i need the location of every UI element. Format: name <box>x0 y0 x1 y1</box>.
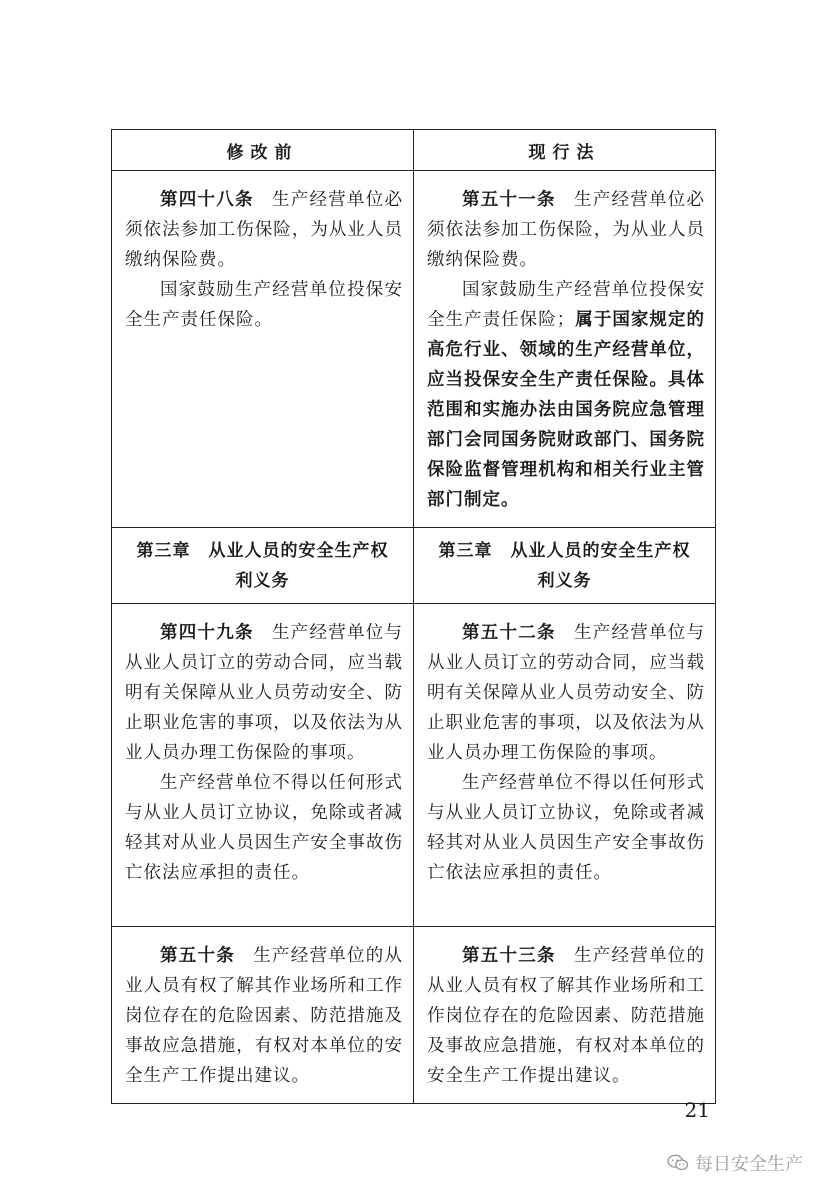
amended-text: 属于国家规定的高危行业、领域的生产经营单位，应当投保安全生产责任保险。具体范围和实施办法由国务院应急管理部门会同国务院财政部门、国务院保险监督管理机构和相关行业主管部门制定。 <box>427 310 705 510</box>
paragraph <box>427 618 705 768</box>
table-row <box>112 604 716 927</box>
watermark <box>667 1150 803 1176</box>
cell-new-article-51 <box>414 171 716 528</box>
table-row <box>112 171 716 528</box>
paragraph: 国家鼓励生产经营单位投保安全生产责任保险。 <box>125 280 403 330</box>
chapter-heading: 第三章 从业人员的安全生产权利义务 <box>136 540 389 591</box>
article-text: 国家鼓励生产经营单位投保安全生产责任保险； <box>427 280 705 330</box>
article-number: 第五十二条 <box>462 623 556 643</box>
paragraph <box>125 185 403 275</box>
paragraph <box>125 618 403 768</box>
table-row <box>112 528 716 604</box>
chapter-heading: 第三章 从业人员的安全生产权利义务 <box>438 540 691 591</box>
article-text: 生产经营单位必须依法参加工伤保险，为从业人员缴纳保险费。 <box>125 190 403 270</box>
article-text: 生产经营单位的从业人员有权了解其作业场所和工作岗位存在的危险因素、防范措施及事故应急措施，有权对本单位的安全生产工作提出建议。 <box>125 946 403 1086</box>
article-number: 第五十一条 <box>462 190 556 210</box>
article-text: 生产经营单位必须依法参加工伤保险，为从业人员缴纳保险费。 <box>427 190 705 270</box>
cell-new-article-52 <box>414 604 716 927</box>
header-current-law: 现行法 <box>414 130 716 171</box>
watermark-text: 每日安全生产 <box>695 1154 803 1175</box>
article-text: 生产经营单位与从业人员订立的劳动合同，应当载明有关保障从业人员劳动安全、防止职业危害的事项，以及依法为从业人员办理工伤保险的事项。 <box>427 623 705 763</box>
cell-old-chapter <box>112 528 414 604</box>
paragraph: 生产经营单位不得以任何形式与从业人员订立协议，免除或者减轻其对从业人员因生产安全事故伤亡依法应承担的责任。 <box>427 773 705 883</box>
paragraph <box>427 941 705 1091</box>
article-number: 第五十条 <box>160 946 235 966</box>
article-number: 第五十三条 <box>462 946 556 966</box>
paragraph <box>427 275 705 515</box>
article-text: 生产经营单位的从业人员有权了解其作业场所和工作岗位存在的危险因素、防范措施及事故应急措施，有权对本单位的安全生产工作提出建议。 <box>427 946 705 1086</box>
article-number: 第四十九条 <box>160 623 254 643</box>
cell-new-chapter <box>414 528 716 604</box>
cell-old-article-50 <box>112 927 414 1104</box>
header-before-amendment: 修改前 <box>112 130 414 171</box>
header-row <box>112 130 716 171</box>
paragraph <box>427 185 705 275</box>
cell-old-article-48 <box>112 171 414 528</box>
cell-new-article-53 <box>414 927 716 1104</box>
page-number: 21 <box>684 1098 710 1122</box>
article-text: 生产经营单位与从业人员订立的劳动合同，应当载明有关保障从业人员劳动安全、防止职业危害的事项，以及依法为从业人员办理工伤保险的事项。 <box>125 623 403 763</box>
comparison-table <box>111 129 716 1104</box>
cell-old-article-49 <box>112 604 414 927</box>
paragraph <box>125 941 403 1091</box>
wechat-icon <box>667 1154 689 1172</box>
paragraph: 生产经营单位不得以任何形式与从业人员订立协议，免除或者减轻其对从业人员因生产安全事故伤亡依法应承担的责任。 <box>125 773 403 883</box>
article-number: 第四十八条 <box>160 190 254 210</box>
table-row <box>112 927 716 1104</box>
